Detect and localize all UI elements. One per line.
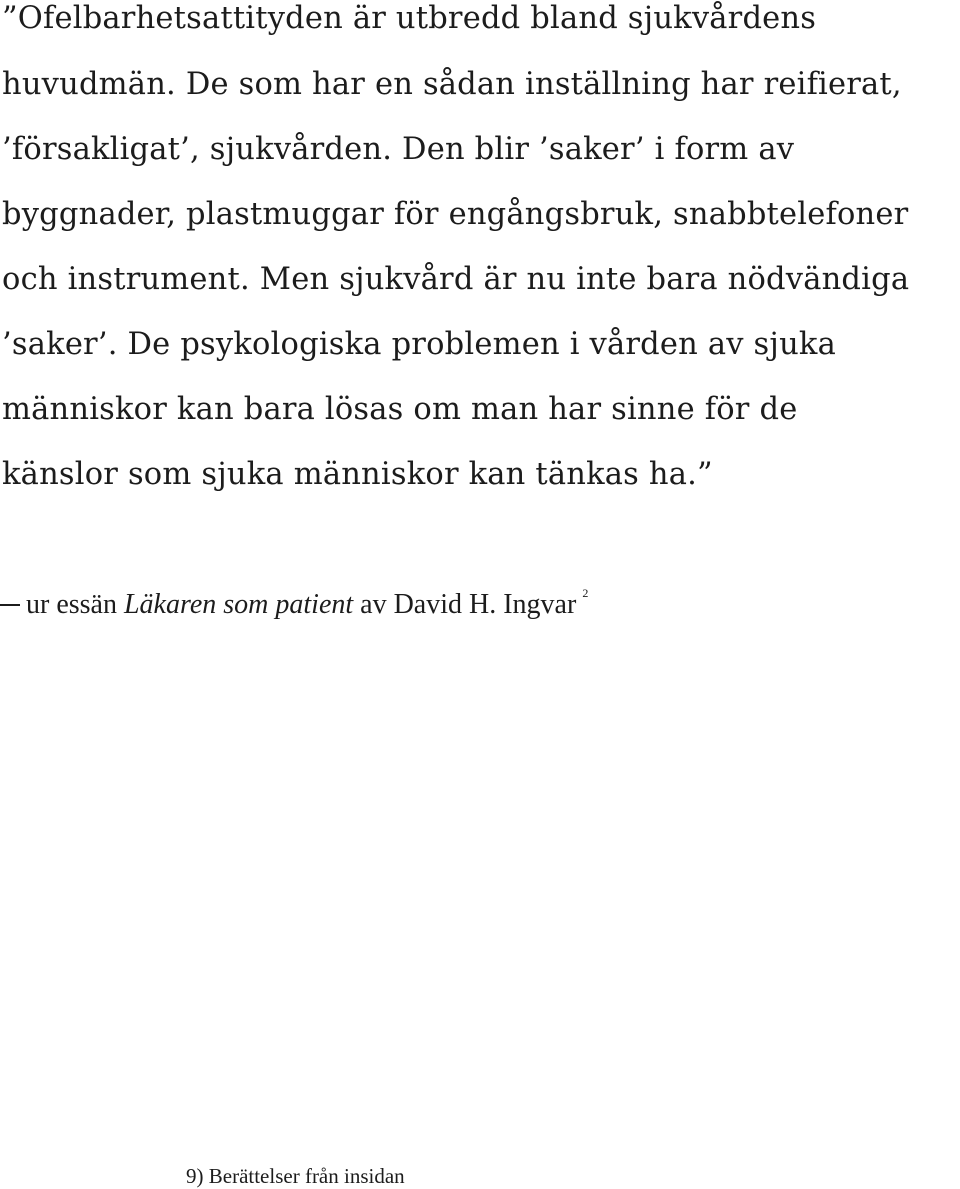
quote-line: och instrument. Men sjukvård är nu inte bara nödvändiga	[2, 262, 910, 297]
footnote-marker: 2	[582, 586, 589, 600]
quote-line: ’försakligat’, sjukvården. Den blir ’saker’ i form av	[2, 132, 795, 167]
page-footer: 9) Berättelser från insidan	[186, 1164, 405, 1188]
quote-line: huvudmän. De som har en sådan inställning har reifierat,	[2, 67, 902, 102]
attribution-author: av David H. Ingvar	[360, 589, 577, 620]
attribution-prefix: ur essän	[26, 589, 117, 620]
attribution-title: Läkaren som patient	[123, 589, 354, 620]
quote-line: ”Ofelbarhetsattityden är utbredd bland sjukvårdens	[2, 1, 817, 36]
attribution-dash	[0, 604, 20, 606]
quote-line: människor kan bara lösas om man har sinne för de	[2, 392, 798, 427]
quote-line: ’saker’. De psykologiska problemen i vården av sjuka	[2, 327, 836, 362]
attribution	[0, 586, 589, 620]
quote-line: känslor som sjuka människor kan tänkas ha.”	[2, 457, 713, 492]
quote-line: byggnader, plastmuggar för engångsbruk, snabbtelefoner	[2, 197, 909, 232]
